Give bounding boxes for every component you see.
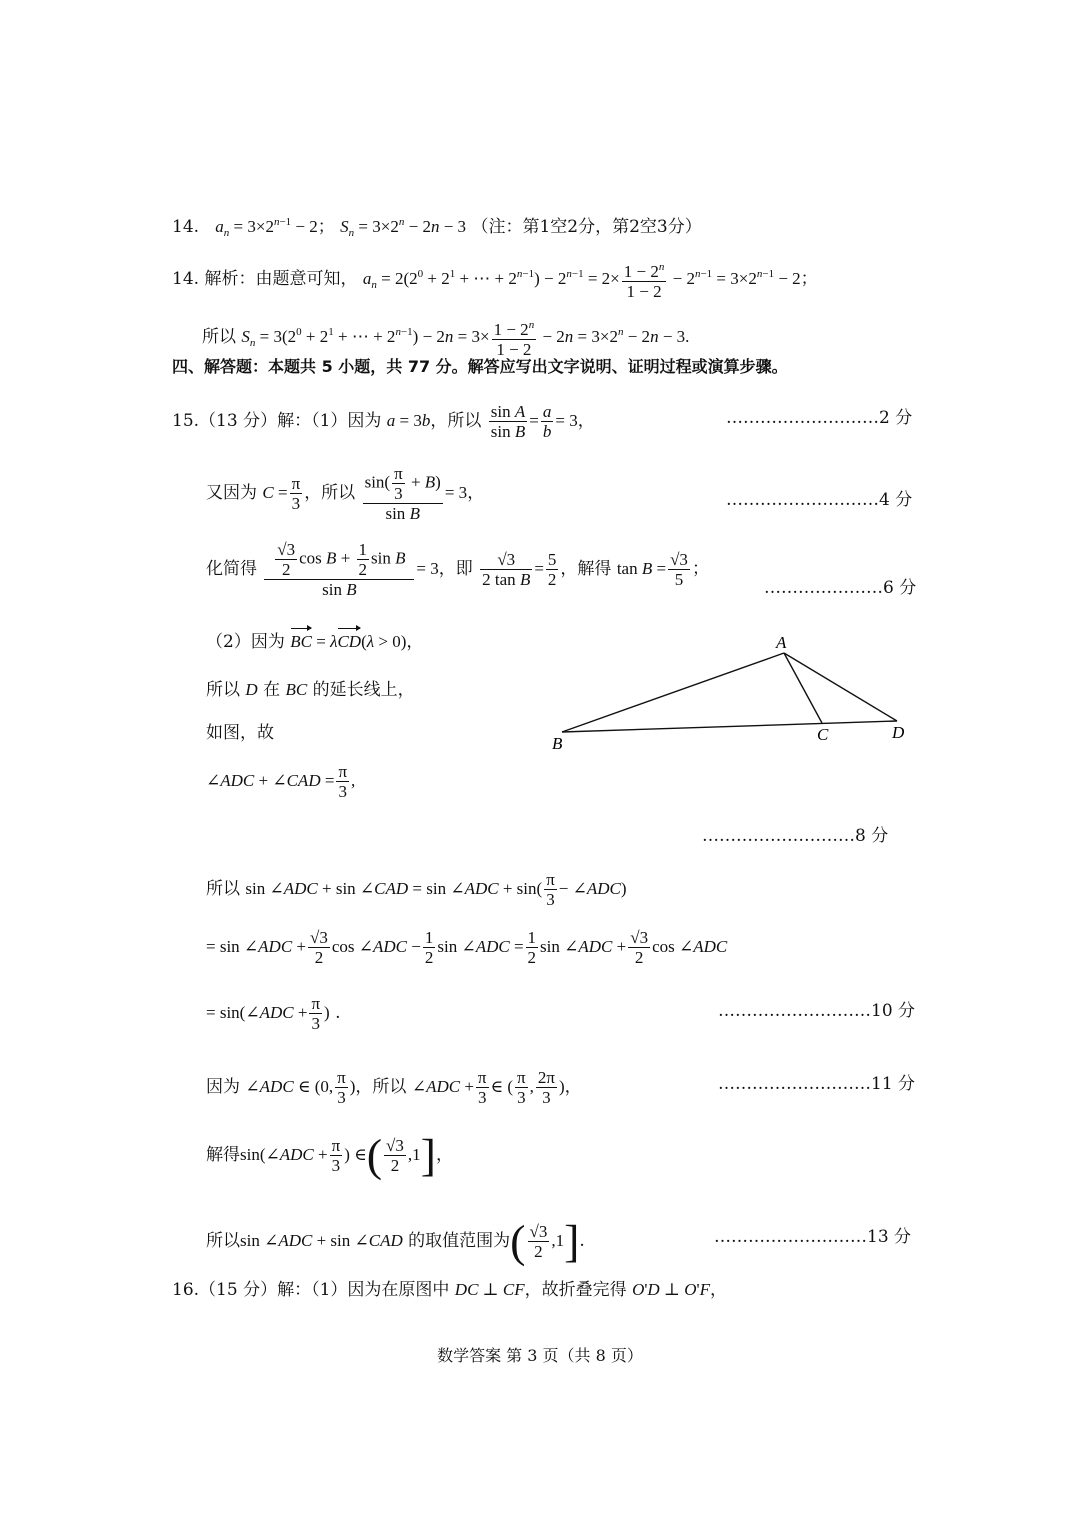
score-10: ………………………10 分 xyxy=(718,1001,916,1021)
segment-ad xyxy=(784,653,897,721)
q15-result-line: = sin(∠ADC + $\frac{\pi}{3}$ ) . xyxy=(206,994,341,1033)
q15-line-2: 又因为 C = $\frac{\pi}{3}$ ，所以 sin( $\frac{\pi}{3}$ + B) sin B = 3， xyxy=(206,464,485,523)
score-2: ………………………2 分 xyxy=(726,408,913,428)
page-footer: 数学答案 第 3 页（共 8 页） xyxy=(437,1346,643,1365)
score-4: ………………………4 分 xyxy=(726,490,913,510)
q14-analysis-line: 14. 解析：由题意可知， $a_n = 2(2^0 + 2^1$ + ⋯ + $2^{n-1}) - 2^{n-1} = 2\times$ $\frac{1 - 2^n}{1 - 2}$ − $2^{n-1} = 3\times 2^{n-1} - 2$； xyxy=(172,258,818,301)
q14-sum-line: 所以 $S_n = 3(2^0 + 2^1$ + ⋯ + $2^{n-1}) - 2n = 3\times$ $\frac{1 - 2^n}{1 - 2}$ − $2n = 3\times 2^n - 2n - 3$. xyxy=(202,316,689,359)
score-11: ………………………11 分 xyxy=(718,1074,916,1094)
q15-part2-line: （2）因为 BC = λCD(λ > 0)， xyxy=(206,632,424,652)
q15-asfig-line: 如图，故 xyxy=(206,723,274,743)
q16-line-1: 16.（15 分）解：（1）因为在原图中 DC ⊥ CF，故折叠完得 O'D ⊥ O'F， xyxy=(172,1280,727,1300)
q15-angle-sum-line: ∠ADC + ∠CAD = $\frac{\pi}{3}$ , xyxy=(206,762,356,801)
segment-bd xyxy=(562,721,897,732)
q15-expand-line: = sin ∠ADC + $\frac{√3}{2}$ cos ∠ADC − $\frac{1}{2}$ sin ∠ADC = $\frac{1}{2}$ sin ∠ADC + $\frac{√3}{2}$ cos ∠ADC xyxy=(206,928,728,967)
q15-ext-line: 所以 D 在 BC 的延长线上， xyxy=(206,680,415,700)
label-d: D xyxy=(892,723,905,742)
label-c: C xyxy=(817,725,829,744)
q15-sin-range-line: 解得sin(∠ADC + $\frac{\pi}{3}$ ) ∈( $\frac{√3}{2}$ ,1]， xyxy=(206,1129,453,1181)
q15-interval-line: 因为 ∠ADC ∈ (0, $\frac{\pi}{3}$ )，所以 ∠ADC + $\frac{\pi}{3}$ ∈ ( $\frac{\pi}{3}$ , $\frac{2\pi}{3}$ )， xyxy=(206,1068,582,1107)
label-b: B xyxy=(552,734,563,753)
q15-final-line: 所以sin ∠ADC + sin ∠CAD 的取值范围为( $\frac{√3}{2}$ ,1]. xyxy=(206,1215,585,1267)
q15-sin-sum-line: 所以 sin ∠ADC + sin ∠CAD = sin ∠ADC + sin( $\frac{\pi}{3}$ − ∠ADC) xyxy=(206,870,627,909)
section-title: 四、解答题：本题共 5 小题，共 77 分。解答应写出文字说明、证明过程或演算步骤。 xyxy=(172,357,788,376)
segment-ac xyxy=(784,653,822,723)
score-6: …………………6 分 xyxy=(764,578,917,598)
q15-line-1: 15.（13 分）解：（1）因为 a = 3b，所以 $\frac{\text{sin A}}{\text{sin B}}$ = $\frac{a}{b}$ = 3， xyxy=(172,402,595,441)
q14-answer-line: 14. $a_n = 3\times 2^{n-1} - 2$； $S_n = 3\times 2^n - 2n - 3$ （注：第1空2分，第2空3分） xyxy=(172,216,702,239)
score-13: ………………………13 分 xyxy=(714,1227,912,1247)
triangle-figure xyxy=(540,628,920,758)
q15-line-3: 化简得 $\frac{√3}{2}$ cos B + $\frac{1}{2}$ sin B sin B = 3，即 $\frac{√3}{\text{2 tan B}}$ = $\frac{5}{2}$ ，解得 tan B = $\frac{√3}{5}$ ； xyxy=(206,540,709,599)
label-a: A xyxy=(776,633,787,652)
score-8: ………………………8 分 xyxy=(702,826,889,846)
segment-ab xyxy=(562,653,784,732)
